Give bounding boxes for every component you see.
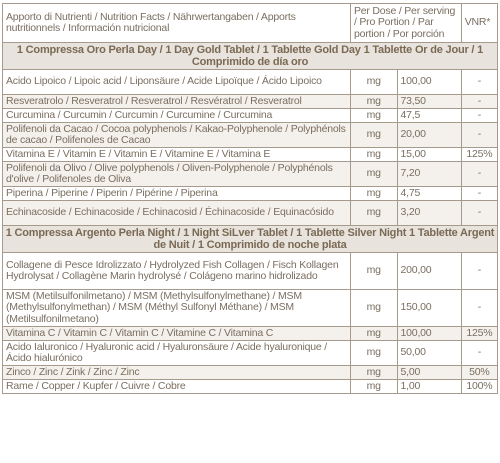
table-header-row: [3, 4, 498, 43]
nutrient-name: Acido Ialuronico / Hyaluronic acid / Hyaluronsäure / Acide hyaluronique / Ácido hialurónico: [3, 341, 351, 366]
nutrient-vnr: -: [461, 253, 497, 290]
nutrient-amount: 7,20: [397, 162, 461, 187]
section-day-title-row: [3, 43, 498, 70]
nutrient-amount: 20,00: [397, 123, 461, 148]
table-row: [3, 366, 498, 380]
nutrient-unit: mg: [350, 187, 397, 201]
table-row: [3, 70, 498, 95]
nutrient-vnr: -: [461, 70, 497, 95]
table-row: [3, 327, 498, 341]
nutrient-vnr: 125%: [461, 148, 497, 162]
nutrient-amount: 150,00: [397, 290, 461, 327]
nutrient-unit: mg: [350, 201, 397, 226]
nutrient-name: Collagene di Pesce Idrolizzato / Hydrolyzed Fish Collagen / Fisch Kollagen Hydrolysat / Collagène Marin hydrolysé / Colágeno marino hidrolizado: [3, 253, 351, 290]
nutrient-amount: 4,75: [397, 187, 461, 201]
table-row: [3, 95, 498, 109]
nutrient-vnr: 125%: [461, 327, 497, 341]
nutrient-amount: 1,00: [397, 380, 461, 394]
nutrient-amount: 3,20: [397, 201, 461, 226]
nutrient-name: Piperina / Piperine / Piperin / Pipérine / Piperina: [3, 187, 351, 201]
nutrient-name: Polifenoli da Olivo / Olive polyphenols / Oliven-Polyphenole / Polyphénols d'olive / Polifenoles de Oliva: [3, 162, 351, 187]
nutrient-name: Resveratrolo / Resveratrol / Resveratrol / Resvératrol / Resveratrol: [3, 95, 351, 109]
nutrient-unit: mg: [350, 290, 397, 327]
nutrient-unit: mg: [350, 70, 397, 95]
nutrient-vnr: -: [461, 187, 497, 201]
nutrient-amount: 100,00: [397, 327, 461, 341]
section-night-title: 1 Compressa Argento Perla Night / 1 Night SiLver Tablet / 1 Tablette Silver Night 1 Tablette Argent de Nuit / 1 Comprimido de noche plata: [3, 226, 498, 253]
nutrient-amount: 200,00: [397, 253, 461, 290]
nutrient-name: Curcumina / Curcumin / Curcumin / Curcumine / Curcumina: [3, 109, 351, 123]
nutrient-unit: mg: [350, 341, 397, 366]
table-row: [3, 148, 498, 162]
nutrient-vnr: 100%: [461, 380, 497, 394]
nutrient-name: Vitamina E / Vitamin E / Vitamin E / Vitamine E / Vitamina E: [3, 148, 351, 162]
nutrient-vnr: -: [461, 109, 497, 123]
nutrient-unit: mg: [350, 366, 397, 380]
nutrient-name: Zinco / Zinc / Zink / Zinc / Zinc: [3, 366, 351, 380]
header-vnr: VNR*: [461, 4, 497, 43]
table-row: [3, 123, 498, 148]
nutrient-vnr: -: [461, 95, 497, 109]
table-row: [3, 187, 498, 201]
header-per-dose: Per Dose / Per serving / Pro Portion / Par portion / Por porción: [350, 4, 461, 43]
nutrient-vnr: -: [461, 123, 497, 148]
nutrient-unit: mg: [350, 109, 397, 123]
nutrient-unit: mg: [350, 253, 397, 290]
nutrient-amount: 50,00: [397, 341, 461, 366]
nutrient-amount: 73,50: [397, 95, 461, 109]
nutrient-name: Polifenoli da Cacao / Cocoa polyphenols / Kakao-Polyphenole / Polyphénols de cacao / Polifenoles de Cacao: [3, 123, 351, 148]
nutrient-vnr: -: [461, 201, 497, 226]
table-row: [3, 380, 498, 394]
nutrient-unit: mg: [350, 123, 397, 148]
nutrient-vnr: -: [461, 290, 497, 327]
table-row: [3, 341, 498, 366]
table-row: [3, 162, 498, 187]
nutrient-name: Rame / Copper / Kupfer / Cuivre / Cobre: [3, 380, 351, 394]
nutrition-facts-table: [2, 3, 498, 394]
section-day-title: 1 Compressa Oro Perla Day / 1 Day Gold Tablet / 1 Tablette Gold Day 1 Tablette Or de Jour / 1 Comprimido de día oro: [3, 43, 498, 70]
nutrient-amount: 47,5: [397, 109, 461, 123]
nutrient-unit: mg: [350, 380, 397, 394]
nutrient-name: Vitamina C / Vitamin C / Vitamin C / Vitamine C / Vitamina C: [3, 327, 351, 341]
nutrient-amount: 100,00: [397, 70, 461, 95]
nutrient-unit: mg: [350, 162, 397, 187]
table-row: [3, 290, 498, 327]
nutrient-unit: mg: [350, 327, 397, 341]
nutrient-unit: mg: [350, 95, 397, 109]
nutrient-vnr: -: [461, 162, 497, 187]
table-row: [3, 201, 498, 226]
nutrient-vnr: -: [461, 341, 497, 366]
nutrient-name: MSM (Metilsulfonilmetano) / MSM (Methylsulfonylmethane) / MSM (Methylsulfonylmethan) / MSM (Méthyl Sulfonyl Méthane) / MSM (Metilsulfonilmetano): [3, 290, 351, 327]
nutrient-vnr: 50%: [461, 366, 497, 380]
nutrient-name: Acido Lipoico / Lipoic acid / Liponsäure / Acide Lipoïque / Ácido Lipoico: [3, 70, 351, 95]
nutrient-amount: 15,00: [397, 148, 461, 162]
header-nutrients: Apporto di Nutrienti / Nutrition Facts / Nährwertangaben / Apports nutritionnels / Información nutricional: [3, 4, 351, 43]
nutrient-unit: mg: [350, 148, 397, 162]
section-night-title-row: [3, 226, 498, 253]
table-row: [3, 109, 498, 123]
nutrient-name: Echinacoside / Echinacoside / Echinacosid / Échinacoside / Equinacósido: [3, 201, 351, 226]
table-row: [3, 253, 498, 290]
nutrient-amount: 5,00: [397, 366, 461, 380]
